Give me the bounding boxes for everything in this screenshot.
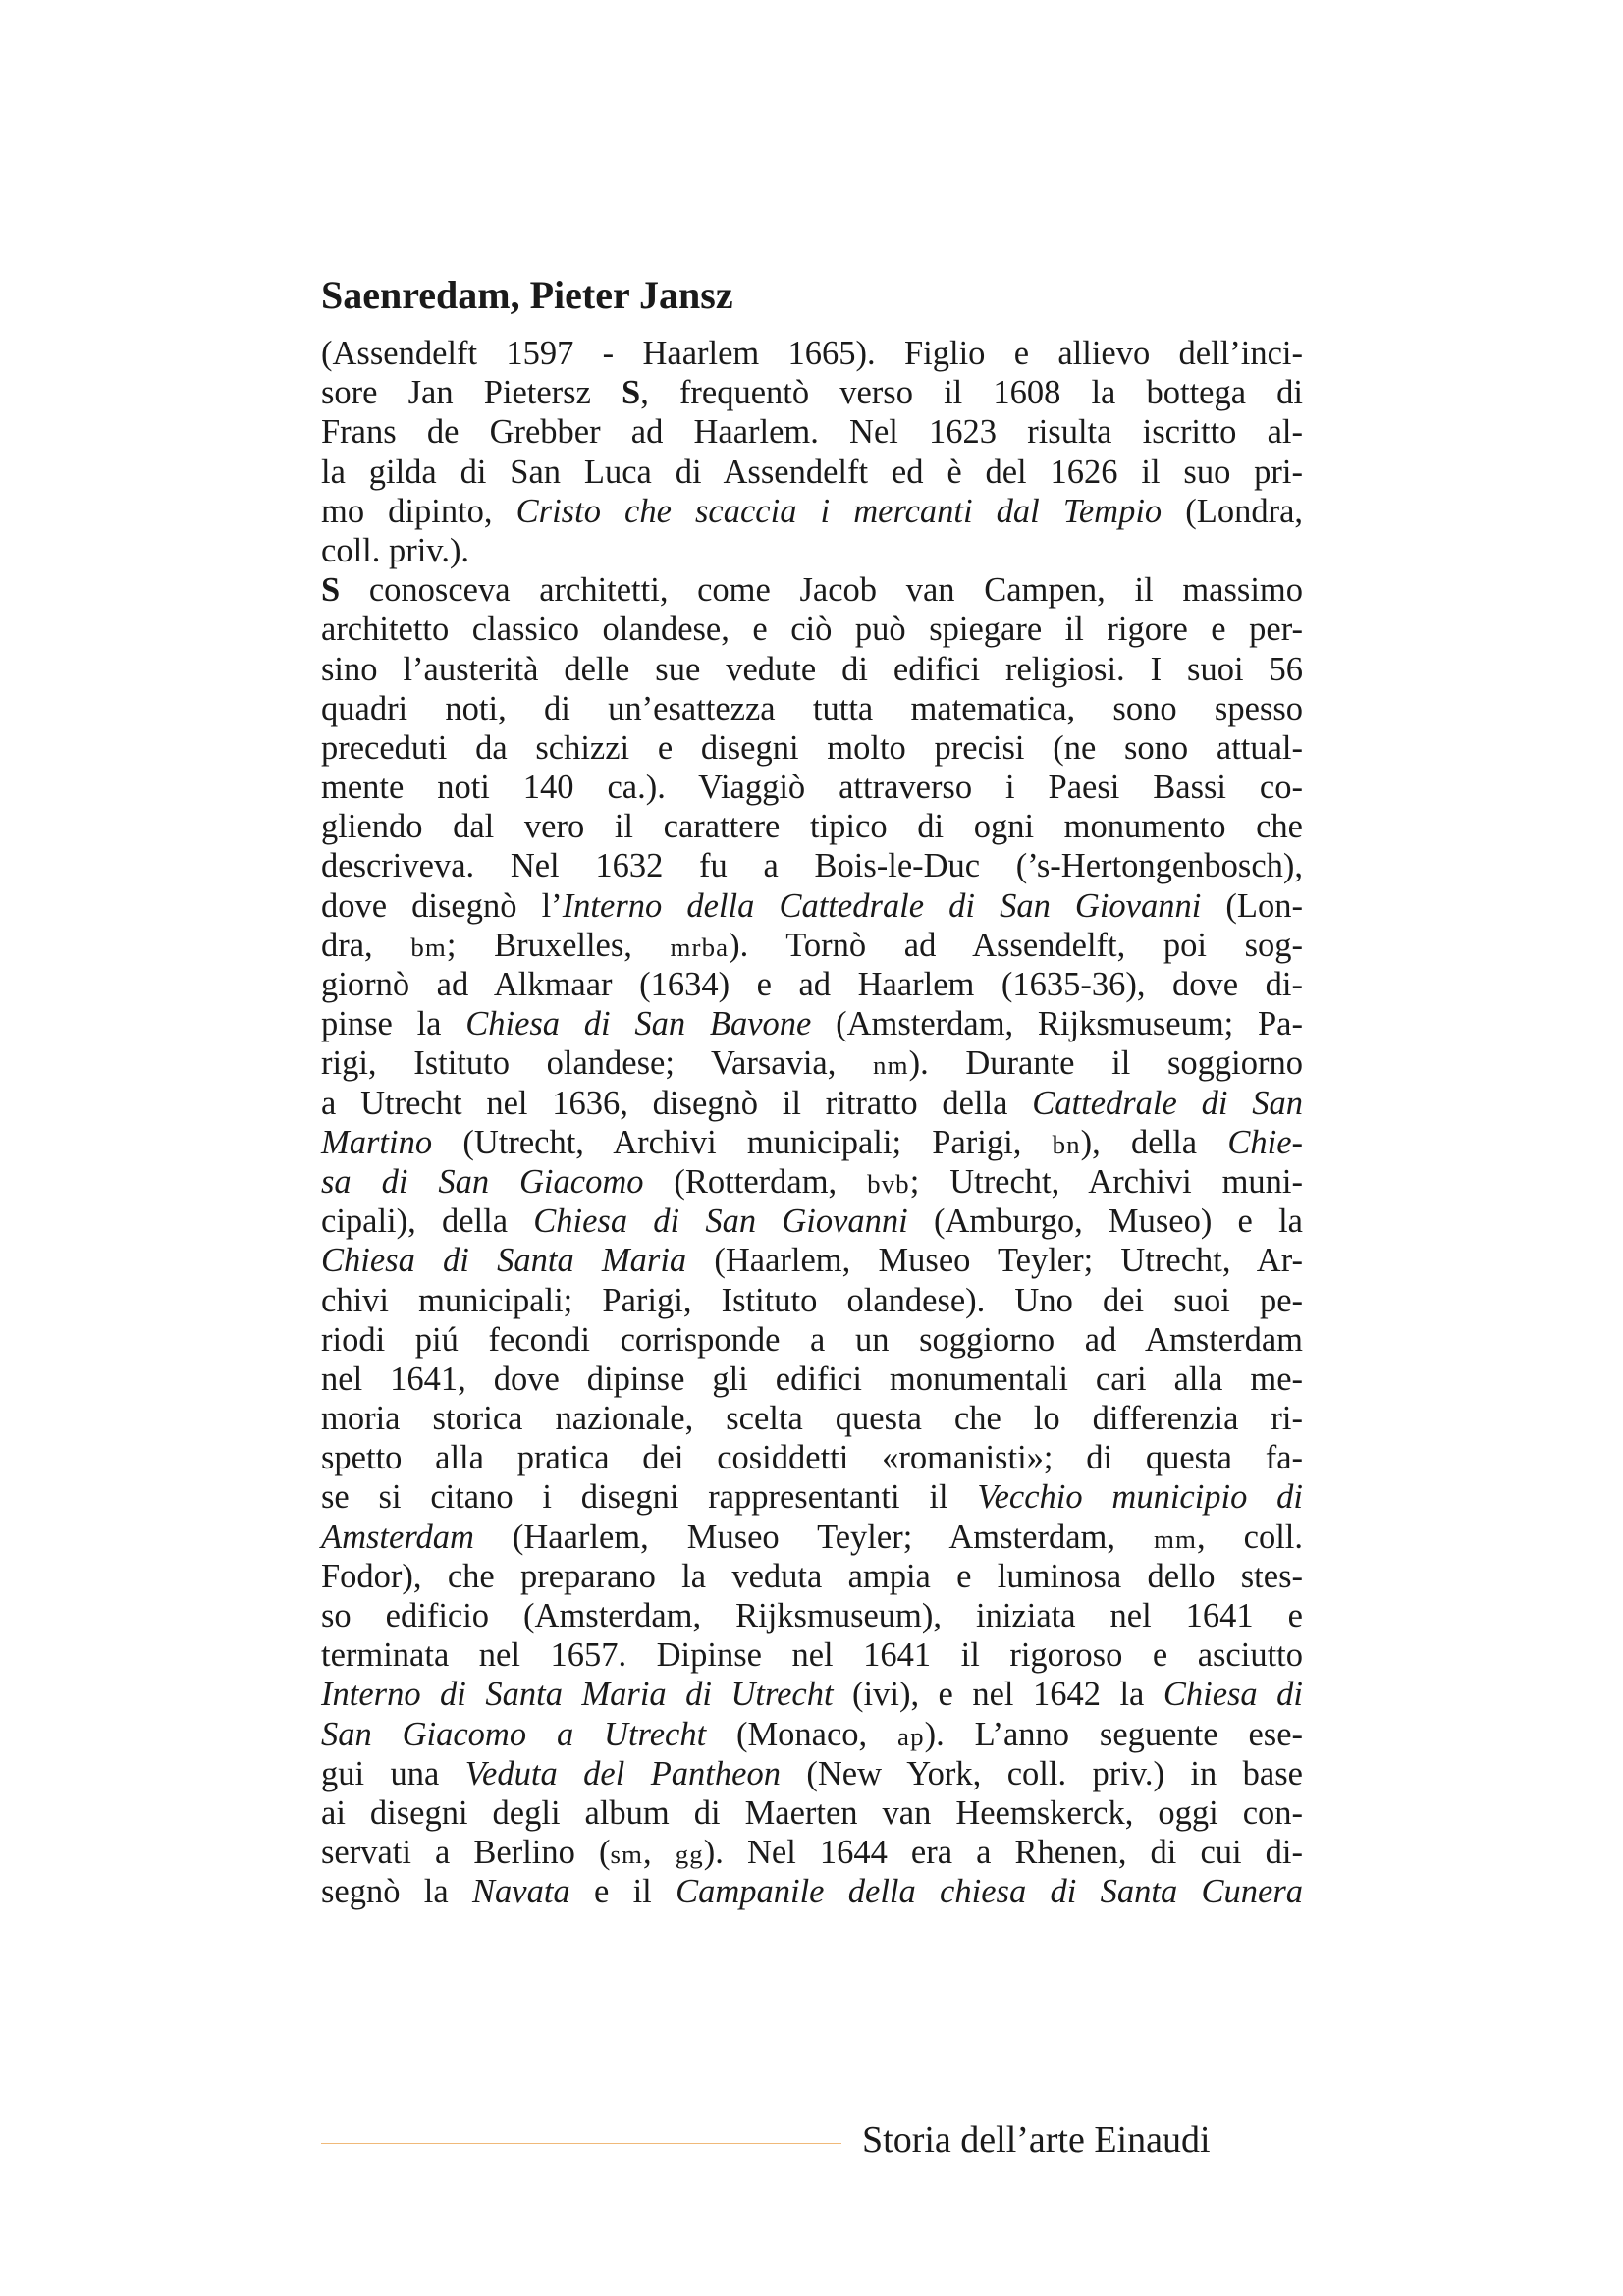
text-line bbox=[321, 412, 1303, 452]
text-line bbox=[321, 570, 1303, 610]
text-segment: (New York, coll. priv.) in base bbox=[780, 1754, 1303, 1792]
text-line bbox=[321, 1518, 1303, 1557]
text-line bbox=[321, 1754, 1303, 1793]
text-line bbox=[321, 1201, 1303, 1241]
italic-title: Chie- bbox=[1227, 1123, 1304, 1161]
institution-abbrev: mm bbox=[1153, 1523, 1197, 1554]
footer-title: Storia dell’arte Einaudi bbox=[862, 2119, 1211, 2161]
text-segment: ). Nel 1644 era a Rhenen, di cui di- bbox=[703, 1834, 1303, 1872]
text-segment: dra, bbox=[321, 926, 411, 964]
text-segment: descriveva. Nel 1632 fu a Bois-le-Duc (’s-Hertongenbosch), bbox=[321, 847, 1303, 885]
text-line bbox=[321, 610, 1303, 649]
text-segment: , frequentò verso il 1608 la bottega di bbox=[640, 374, 1303, 412]
text-line bbox=[321, 1360, 1303, 1399]
text-segment: e il bbox=[569, 1873, 676, 1911]
text-line bbox=[321, 1281, 1303, 1320]
text-segment: giornò ad Alkmaar (1634) e ad Haarlem (1635-36), dove di- bbox=[321, 966, 1303, 1003]
text-segment: conosceva architetti, come Jacob van Campen, il massimo bbox=[340, 571, 1303, 610]
institution-abbrev: bm bbox=[410, 932, 447, 962]
text-segment: , bbox=[643, 1834, 676, 1872]
text-line bbox=[321, 1675, 1303, 1714]
text-segment: ). Durante il soggiorno bbox=[908, 1044, 1304, 1083]
text-line bbox=[321, 1438, 1303, 1477]
text-segment: se si citano i disegni rappresentanti il bbox=[321, 1478, 978, 1517]
text-segment: dove disegnò l’ bbox=[321, 886, 563, 925]
text-line bbox=[321, 1043, 1303, 1083]
text-segment: riodi piú fecondi corrisponde a un soggiorno ad Amsterdam bbox=[321, 1320, 1303, 1359]
text-segment: (ivi), e nel 1642 la bbox=[833, 1676, 1163, 1714]
text-segment: so edificio (Amsterdam, Rijksmuseum), iniziata nel 1641 e bbox=[321, 1597, 1303, 1634]
italic-title: Interno della Cattedrale di San Giovanni bbox=[562, 886, 1202, 925]
text-line bbox=[321, 334, 1303, 373]
text-line bbox=[321, 1320, 1303, 1360]
text-line bbox=[321, 373, 1303, 412]
text-segment: (Londra, bbox=[1162, 492, 1304, 530]
text-line bbox=[321, 1872, 1303, 1911]
text-segment: , coll. bbox=[1197, 1518, 1303, 1556]
institution-abbrev: ap bbox=[897, 1721, 925, 1751]
text-line bbox=[321, 1123, 1303, 1162]
text-segment: la gilda di San Luca di Assendelft ed è del 1626 il suo pri- bbox=[321, 453, 1303, 491]
text-segment: sore Jan Pietersz bbox=[321, 374, 622, 412]
text-segment: ), della bbox=[1080, 1123, 1228, 1161]
text-segment: gliendo dal vero il carattere tipico di ogni monumento che bbox=[321, 808, 1303, 846]
text-segment: spetto alla pratica dei cosiddetti «romanisti»; di questa fa- bbox=[321, 1439, 1303, 1477]
text-line bbox=[321, 1833, 1303, 1872]
entry-title: Saenredam, Pieter Jansz bbox=[321, 273, 733, 317]
italic-title: Martino bbox=[321, 1123, 433, 1161]
text-line bbox=[321, 965, 1303, 1004]
italic-title: sa di San Giacomo bbox=[321, 1162, 644, 1201]
text-segment: cipali), della bbox=[321, 1202, 534, 1241]
text-line bbox=[321, 531, 1303, 570]
text-line bbox=[321, 492, 1303, 531]
italic-title: Chiesa di bbox=[1163, 1676, 1303, 1714]
text-segment: terminata nel 1657. Dipinse nel 1641 il rigoroso e asciutto bbox=[321, 1636, 1303, 1675]
text-line bbox=[321, 1557, 1303, 1596]
text-segment: chivi municipali; Parigi, Istituto olandese). Uno dei suoi pe- bbox=[321, 1281, 1303, 1319]
text-segment: ai disegni degli album di Maerten van Heemskerck, oggi con- bbox=[321, 1793, 1303, 1832]
text-segment: ). L’anno seguente ese- bbox=[924, 1715, 1303, 1753]
text-segment: sino l’austerità delle sue vedute di edifici religiosi. I suoi 56 bbox=[321, 650, 1303, 688]
text-segment: nel 1641, dove dipinse gli edifici monumentali cari alla me- bbox=[321, 1360, 1303, 1398]
entry-body bbox=[321, 334, 1303, 1912]
text-segment: a Utrecht nel 1636, disegnò il ritratto della bbox=[321, 1084, 1033, 1122]
text-segment: (Assendelft 1597 - Haarlem 1665). Figlio e allievo dell’inci- bbox=[321, 335, 1303, 372]
text-segment: architetto classico olandese, e ciò può spiegare il rigore e per- bbox=[321, 611, 1303, 649]
text-segment: (Haarlem, Museo Teyler; Amsterdam, bbox=[473, 1518, 1154, 1556]
text-line bbox=[321, 1793, 1303, 1833]
italic-title: Interno di Santa Maria di Utrecht bbox=[321, 1676, 834, 1714]
abbrev-bold: S bbox=[622, 374, 641, 412]
text-line bbox=[321, 1477, 1303, 1517]
text-segment: ). Tornò ad Assendelft, poi sog- bbox=[729, 926, 1303, 964]
text-segment: segnò la bbox=[321, 1873, 472, 1911]
text-line bbox=[321, 1241, 1303, 1280]
text-segment: ; Bruxelles, bbox=[446, 926, 671, 964]
text-segment: Fodor), che preparano la veduta ampia e luminosa dello stes- bbox=[321, 1557, 1303, 1595]
text-segment: pinse la bbox=[321, 1005, 466, 1043]
italic-title: Cristo che scaccia i mercanti dal Tempio bbox=[515, 492, 1163, 530]
italic-title: Chiesa di San Giovanni bbox=[533, 1202, 908, 1241]
italic-title: Vecchio municipio di bbox=[977, 1478, 1303, 1517]
italic-title: Chiesa di Santa Maria bbox=[321, 1242, 687, 1280]
italic-title: Amsterdam bbox=[321, 1518, 474, 1556]
abbrev-bold: S bbox=[321, 571, 341, 610]
text-line bbox=[321, 728, 1303, 768]
text-segment: (Rotterdam, bbox=[643, 1162, 868, 1201]
text-line bbox=[321, 1635, 1303, 1675]
institution-abbrev: nm bbox=[873, 1050, 909, 1081]
text-segment: gui una bbox=[321, 1754, 465, 1792]
italic-title: Chiesa di San Bavone bbox=[465, 1005, 812, 1043]
text-segment: (Lon- bbox=[1201, 886, 1303, 925]
text-line bbox=[321, 1084, 1303, 1123]
text-segment: moria storica nazionale, scelta questa che lo differenzia ri- bbox=[321, 1400, 1303, 1438]
text-line bbox=[321, 453, 1303, 492]
text-line bbox=[321, 807, 1303, 846]
text-segment: (Amsterdam, Rijksmuseum; Pa- bbox=[811, 1005, 1303, 1043]
italic-title: Cattedrale di San bbox=[1032, 1084, 1303, 1122]
text-segment: (Utrecht, Archivi municipali; Parigi, bbox=[432, 1123, 1053, 1161]
italic-title: Veduta del Pantheon bbox=[464, 1754, 781, 1792]
text-segment: rigi, Istituto olandese; Varsavia, bbox=[321, 1044, 874, 1083]
italic-title: Navata bbox=[472, 1873, 570, 1911]
text-line bbox=[321, 1596, 1303, 1635]
italic-title: San Giacomo a Utrecht bbox=[321, 1715, 707, 1753]
text-segment: mente noti 140 ca.). Viaggiò attraverso i Paesi Bassi co- bbox=[321, 769, 1303, 807]
text-line bbox=[321, 846, 1303, 885]
italic-title: Campanile della chiesa di Santa Cunera bbox=[676, 1873, 1304, 1911]
text-line bbox=[321, 650, 1303, 689]
text-segment: (Amburgo, Museo) e la bbox=[907, 1202, 1303, 1241]
text-segment: (Monaco, bbox=[706, 1715, 898, 1753]
text-line bbox=[321, 689, 1303, 728]
text-segment: mo dipinto, bbox=[321, 492, 516, 530]
text-line bbox=[321, 1399, 1303, 1438]
text-segment: quadri noti, di un’esattezza tutta matematica, sono spesso bbox=[321, 689, 1303, 727]
institution-abbrev: gg bbox=[675, 1840, 704, 1870]
text-line bbox=[321, 768, 1303, 807]
institution-abbrev: bn bbox=[1052, 1129, 1081, 1159]
text-line bbox=[321, 1004, 1303, 1043]
footer-rule bbox=[321, 2143, 841, 2144]
text-line bbox=[321, 886, 1303, 926]
text-segment: (Haarlem, Museo Teyler; Utrecht, Ar- bbox=[686, 1242, 1303, 1280]
institution-abbrev: bvb bbox=[867, 1168, 910, 1199]
text-line bbox=[321, 1715, 1303, 1754]
institution-abbrev: mrba bbox=[670, 932, 730, 962]
text-line bbox=[321, 926, 1303, 965]
text-segment: preceduti da schizzi e disegni molto precisi (ne sono attual- bbox=[321, 728, 1303, 767]
text-segment: coll. priv.). bbox=[321, 531, 470, 569]
text-line bbox=[321, 1162, 1303, 1201]
text-segment: Frans de Grebber ad Haarlem. Nel 1623 risulta iscritto al- bbox=[321, 413, 1303, 452]
text-segment: ; Utrecht, Archivi muni- bbox=[909, 1162, 1303, 1201]
text-segment: servati a Berlino ( bbox=[321, 1834, 611, 1872]
institution-abbrev: sm bbox=[610, 1840, 644, 1870]
